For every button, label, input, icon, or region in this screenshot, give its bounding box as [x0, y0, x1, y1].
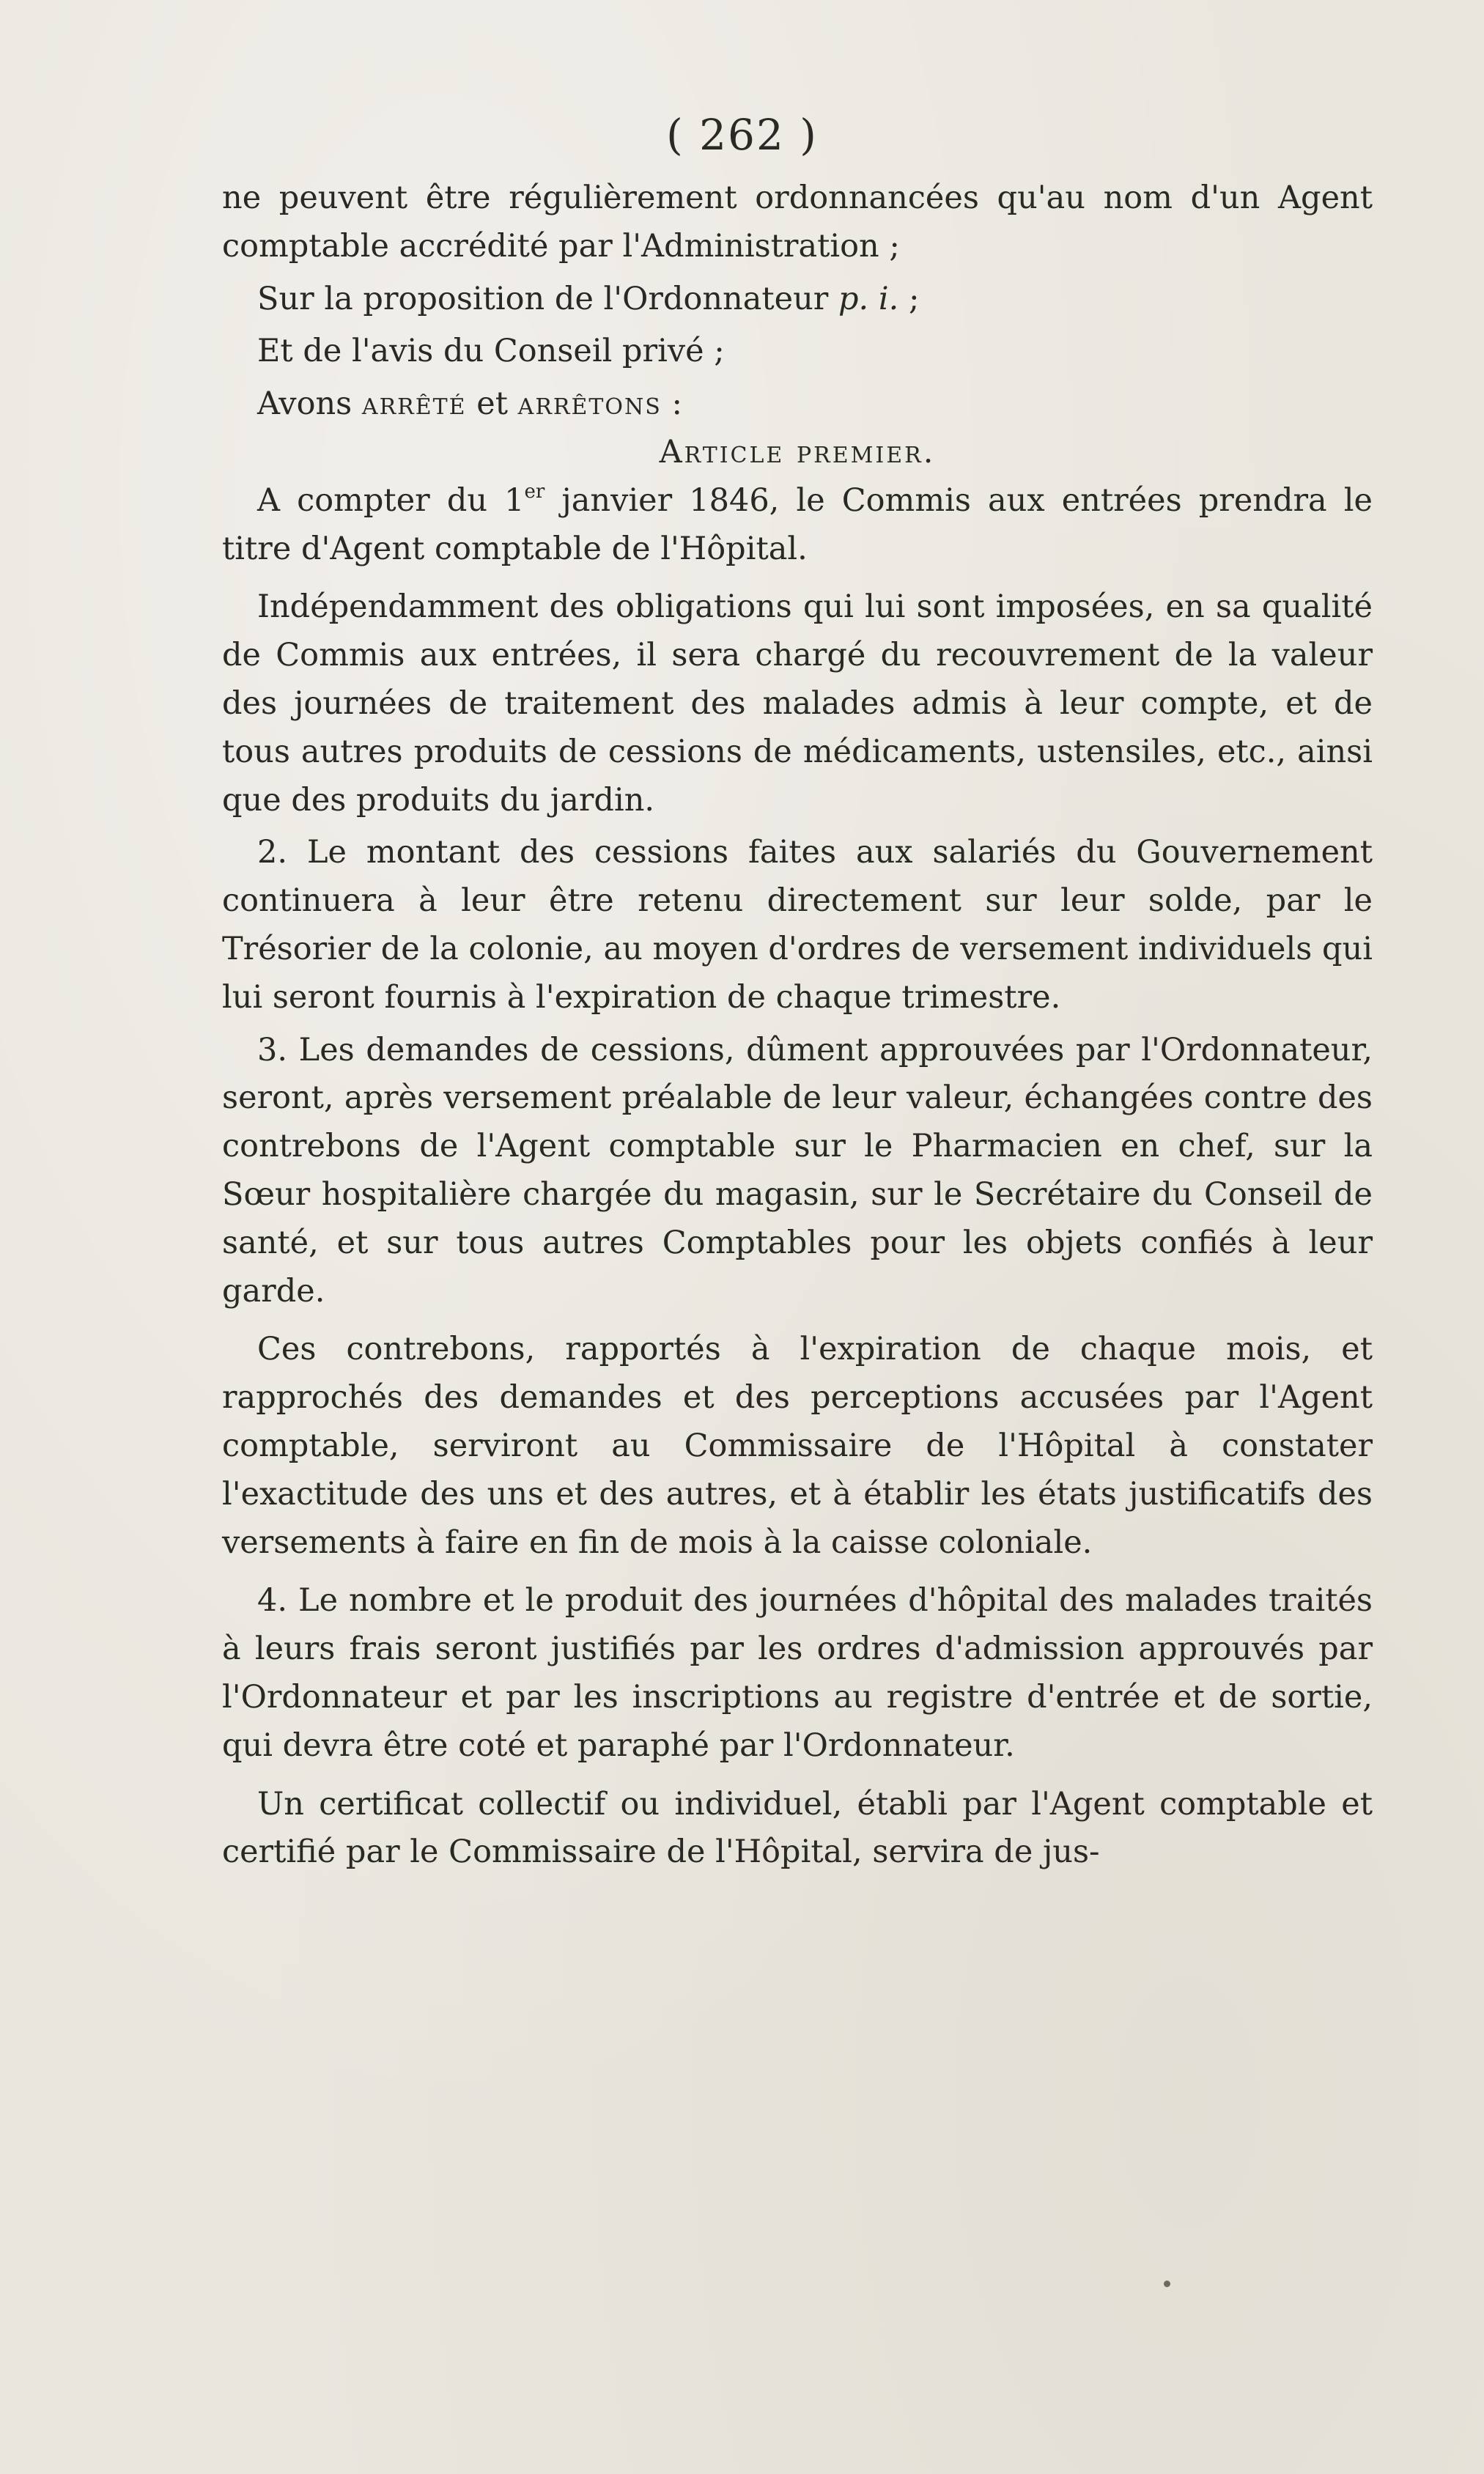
paragraph-sur-la-proposition: Sur la proposition de l'Ordonnateur p. i. ; [257, 280, 920, 317]
paragraph-avis-conseil: Et de l'avis du Conseil privé ; [257, 333, 725, 370]
italic-abbrev: p. i. [838, 280, 899, 317]
ink-speck [1164, 2281, 1170, 2287]
paragraph-contrebons: Ces contrebons, rapportés à l'expiration de chaque mois, et rapprochés des demandes et des perceptions accusées par l'Agent comptable, serviront au Commissaire de l'Hôpital à constater l'exactitude des uns et des autres, et à établir les états justificatifs des versements à faire en fin de mois à la caisse coloniale. [222, 1331, 1373, 1561]
paragraph-continuation: ne peuvent être régulièrement ordonnancées qu'au nom d'un Agent comptable accrédité par l'Administration ; [222, 180, 1373, 265]
paragraph-article-1: A compter du 1er janvier 1846, le Commis aux entrées prendra le titre d'Agent comptable de l'Hôpital. [222, 480, 1373, 567]
body-text [222, 174, 1373, 1877]
paragraph-avons-arrete: Avons arrêté et arrêtons : [257, 385, 682, 423]
paragraph-article-2: 2. Le montant des cessions faites aux salariés du Gouvernement continuera à leur être retenu directement sur leur solde, par le Trésorier de la colonie, au moyen d'ordres de versement individuels qui lui seront fournis à l'expiration de chaque trimestre. [222, 834, 1373, 1016]
article-title: Article premier. [659, 433, 936, 470]
page-number: ( 262 ) [666, 110, 818, 160]
paragraph-article-3: 3. Les demandes de cessions, dûment approuvées par l'Ordonnateur, seront, après versement préalable de leur valeur, échangées contre des contrebons de l'Agent comptable sur le Pharmacien en chef, sur la Sœur hospitalière chargée du magasin, sur le Secrétaire du Conseil de santé, et sur tous autres Comptables pour les objets confiés à leur garde. [222, 1031, 1373, 1310]
paragraph-certificat: Un certificat collectif ou individuel, établi par l'Agent comptable et certifié par le Commissaire de l'Hôpital, servira de jus- [222, 1785, 1373, 1871]
paragraph-independamment: Indépendamment des obligations qui lui sont imposées, en sa qualité de Commis aux entrées, il sera chargé du recouvrement de la valeur des journées de traitement des malades admis à leur compte, et de tous autres produits de cessions de médicaments, ustensiles, etc., ainsi que des produits du jardin. [222, 588, 1373, 819]
paragraph-article-4: 4. Le nombre et le produit des journées d'hôpital des malades traités à leurs frais seront justifiés par les ordres d'admission approuvés par l'Ordonnateur et par les inscriptions au registre d'entrée et de sortie, qui devra être coté et paraphé par l'Ordonnateur. [222, 1582, 1373, 1764]
